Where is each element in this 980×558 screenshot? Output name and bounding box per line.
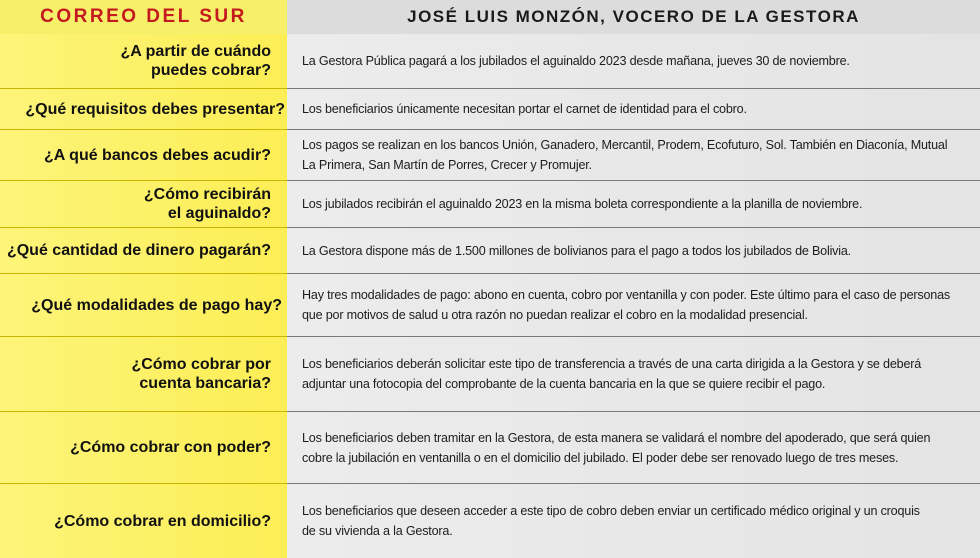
question-cell: [0, 34, 271, 88]
question-cell: [0, 228, 271, 273]
answer-cell: [302, 181, 962, 227]
qa-row: [0, 228, 980, 273]
source-title: CORREO DEL SUR: [40, 6, 247, 27]
header-spokesperson: [287, 0, 980, 34]
question-text: ¿Cómo cobrar por cuenta bancaria?: [131, 356, 271, 392]
qa-row: [0, 274, 980, 336]
answer-text: Los jubilados recibirán el aguinaldo 2023 en la misma boleta correspondiente a la planilla de noviembre.: [302, 197, 863, 211]
question-text: ¿Cómo cobrar con poder?: [70, 439, 271, 456]
answer-text: La Gestora Pública pagará a los jubilados el aguinaldo 2023 desde mañana, jueves 30 de noviembre.: [302, 54, 850, 68]
question-text: ¿Qué modalidades de pago hay?: [31, 296, 282, 314]
question-text: ¿Qué requisitos debes presentar?: [25, 100, 285, 118]
answer-text: Los pagos se realizan en los bancos Unión, Ganadero, Mercantil, Prodem, Ecofuturo, Sol. También en Diaconía, Mutual La Primera, San Martín de Porres, Crecer y Promujer.: [302, 138, 948, 172]
answer-cell: [302, 130, 962, 180]
answer-cell: [302, 274, 962, 336]
qa-row: [0, 34, 980, 88]
answer-text: La Gestora dispone más de 1.500 millones de bolivianos para el pago a todos los jubilados de Bolivia.: [302, 243, 851, 258]
answer-text: Hay tres modalidades de pago: abono en cuenta, cobro por ventanilla y con poder. Este último para el caso de personas que por motivos de salud u otra razón no puedan realizar el cobro en la modalidad presencial.: [302, 288, 950, 322]
question-text: ¿A qué bancos debes acudir?: [43, 146, 271, 164]
qa-row: [0, 181, 980, 227]
answer-cell: [302, 34, 962, 88]
answer-cell: [302, 89, 962, 129]
qa-row: [0, 130, 980, 180]
answer-text: Los beneficiarios deberán solicitar este tipo de transferencia a través de una carta dirigida a la Gestora y se deberá adjuntar una fotocopia del comprobante de la cuenta bancaria en la que se quiere recibir el pago.: [302, 357, 922, 391]
question-cell: [0, 130, 271, 180]
question-text: ¿Cómo cobrar en domicilio?: [54, 512, 271, 530]
question-text: ¿Qué cantidad de dinero pagarán?: [6, 242, 271, 259]
qa-row: [0, 412, 980, 483]
answer-text: Los beneficiarios deben tramitar en la Gestora, de esta manera se validará el nombre del apoderado, que será quien cobre la jubilación en ventanilla o en el domicilio del jubilado. El poder debe ser renovado luego de tres meses.: [302, 430, 931, 465]
question-text: ¿Cómo recibirán el aguinaldo?: [143, 186, 271, 222]
question-cell: [0, 412, 271, 483]
qa-row: [0, 337, 980, 411]
qa-row: [0, 89, 980, 129]
header-source: [0, 0, 287, 34]
answer-cell: [302, 412, 962, 483]
question-cell: [0, 337, 271, 411]
question-text: ¿A partir de cuándo puedes cobrar?: [120, 43, 271, 79]
answer-text: Los beneficiarios únicamente necesitan portar el carnet de identidad para el cobro.: [302, 102, 747, 116]
qa-row: [0, 484, 980, 558]
answer-cell: [302, 484, 922, 558]
answer-text: Los beneficiarios que deseen acceder a este tipo de cobro deben enviar un certificado médico original y un croquis de su vivienda a la Gestora.: [302, 504, 920, 538]
spokesperson-title: JOSÉ LUIS MONZÓN, VOCERO DE LA GESTORA: [407, 7, 860, 26]
question-cell: [0, 274, 282, 336]
question-cell: [0, 181, 271, 227]
question-cell: [0, 484, 271, 558]
question-cell: [0, 89, 285, 129]
answer-cell: [302, 337, 962, 411]
answer-cell: [302, 228, 962, 273]
